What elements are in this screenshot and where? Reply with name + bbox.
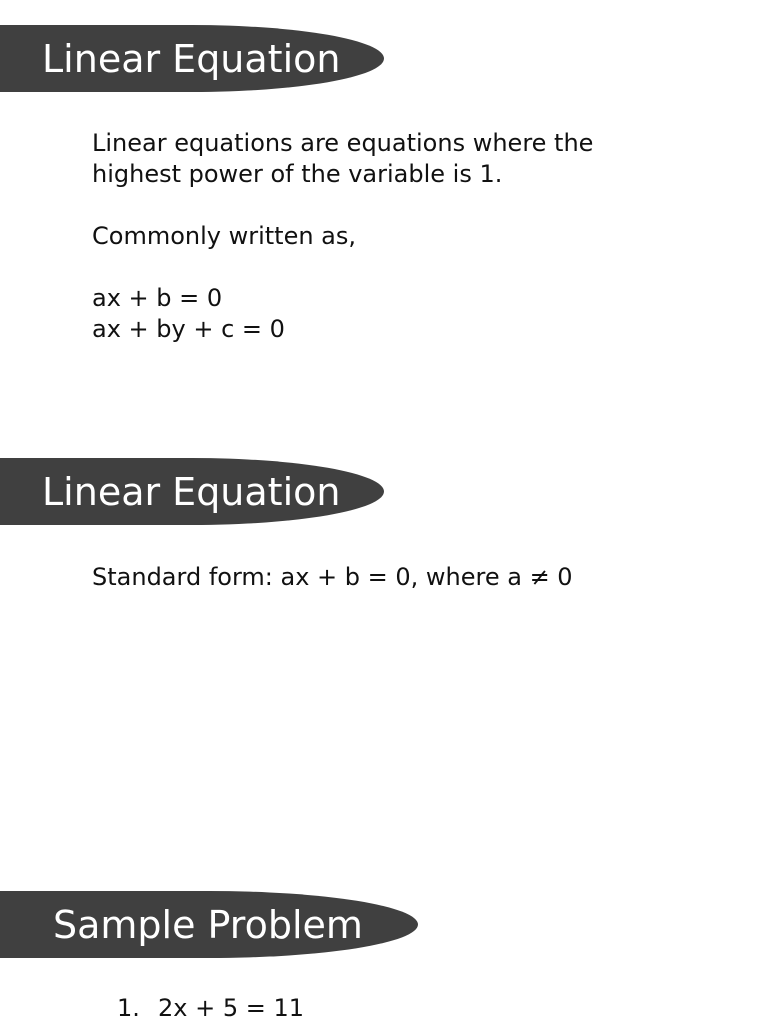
problem-number: 1.: [117, 994, 140, 1022]
body-line: Linear equations are equations where the: [92, 129, 594, 157]
equation-line: ax + by + c = 0: [92, 315, 285, 343]
equation-line: ax + b = 0: [92, 284, 223, 312]
blank-line: [92, 252, 712, 283]
section-title-banner: [0, 891, 418, 958]
blank-line: [92, 190, 712, 221]
section-title: Linear Equation: [42, 36, 341, 81]
problem-text: 2x + 5 = 11: [158, 994, 305, 1022]
problem-list: [117, 993, 304, 1024]
section-title-banner: [0, 458, 384, 525]
section-body: [92, 562, 712, 593]
section-body: [92, 128, 712, 345]
section-title: Sample Problem: [53, 902, 363, 947]
section-title: Linear Equation: [42, 469, 341, 514]
section-title-banner: [0, 25, 384, 92]
body-line: Commonly written as,: [92, 222, 357, 250]
body-line: highest power of the variable is 1.: [92, 160, 503, 188]
list-item: [117, 993, 304, 1024]
body-line: Standard form: ax + b = 0, where a ≠ 0: [92, 563, 573, 591]
